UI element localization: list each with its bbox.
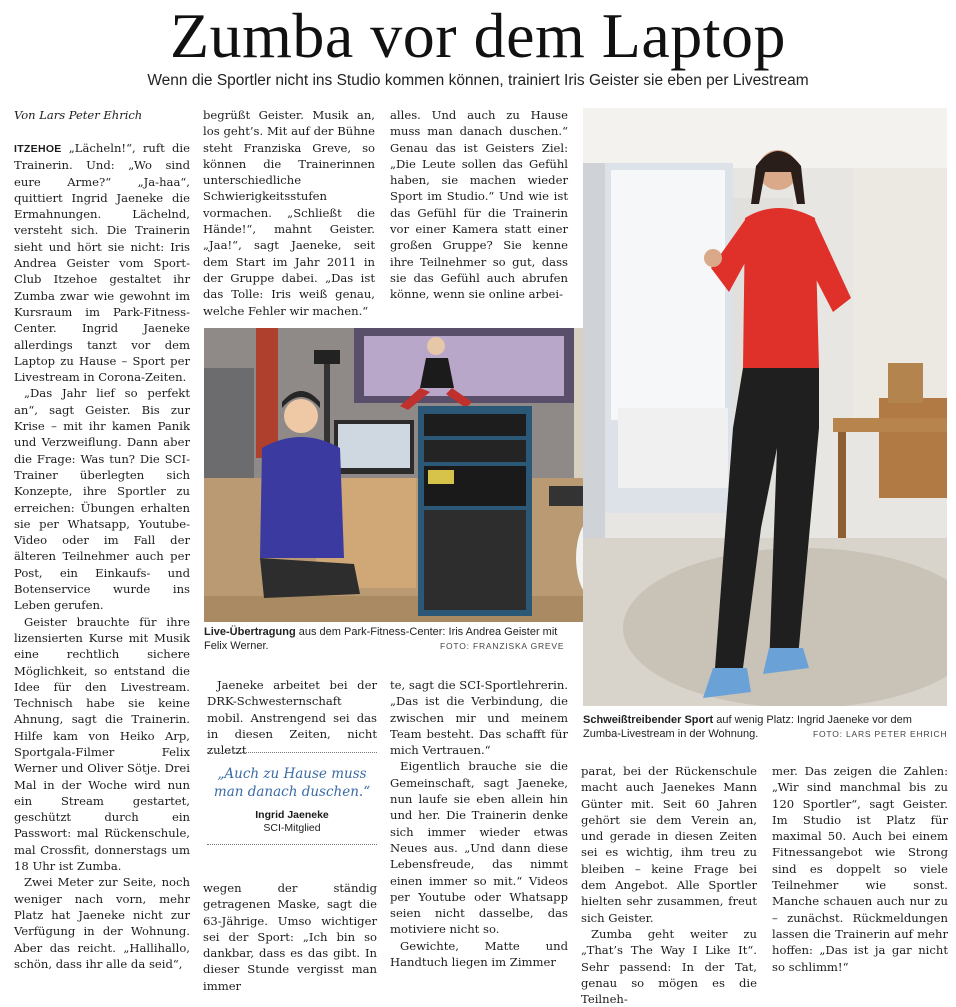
photo-home-zumba bbox=[583, 108, 947, 706]
photo-caption-home: Schweißtreibender Sport auf wenig Platz: Ingrid Jaeneke vor dem Zumba-Livestream in der Wohnung. bbox=[583, 714, 912, 740]
headline: Zumba vor dem Laptop bbox=[169, 0, 787, 71]
article-column-5-bottom bbox=[772, 763, 948, 975]
paragraph: begrüßt Geister. Musik an, los geht’s. Mit auf der Bühne steht Franziska Greve, so können die Trainerinnen unterschiedliche Schwierigkeitsstufen vormachen. „Schließt die Hände!“, mahnt Geister. „Jaa!“, sagt Jaeneke, seit dem Start im Jahr 2011 in der Gruppe dabei. „Das ist das Tolle: Iris weiß genau, welche Fehler wir machen.“ bbox=[203, 108, 375, 318]
divider bbox=[207, 752, 377, 753]
article-column-2-bottom-a bbox=[207, 677, 377, 758]
paragraph: Geister brauchte für ihre lizensierten Kurse mit Musik eine rechtlich sichere Möglichkeit, so entstand die Idee für den Livestream. Technisch habe sie keine Ahnung, sagt die Trainerin. Hilfe kam von Heiko Arp, Sportgala-Filmer Felix Werner und Oliver Sötje. Drei Mal in der Woche wird nun ein Stream gestartet, geschützt durch ein Passwort: mal Rückenschule, mal Crossfit, donnerstags um 18 Uhr ist Zumba. bbox=[14, 614, 190, 874]
paragraph: Zumba geht weiter zu „That’s The Way I Like It“. Sehr passend: In der Tat, genau so mögen es die Teilneh- bbox=[581, 926, 757, 1007]
pull-quote-role: SCI-Mitglied bbox=[263, 822, 321, 834]
paragraph: parat, bei der Rückenschule macht auch Jaenekes Mann Günter mit. Seit 60 Jahren gehört sie dem Verein an, und gerade in diesen Zeiten sei es wichtig, ihm treu zu bleiben – keine Frage bei dem Angebot. Alle Sportler hielten sehr zusammen, freut sich Geister. bbox=[581, 764, 757, 925]
photo-caption-studio: Live-Übertragung aus dem Park-Fitness-Center: Iris Andrea Geister mit Felix Werner. bbox=[204, 626, 558, 652]
paragraph: Gewichte, Matte und Handtuch liegen im Zimmer bbox=[390, 938, 568, 970]
paragraph: „Das Jahr lief so perfekt an“, sagt Geister. Bis zur Krise – mit ihr kamen Panik und Verzweiflung. Dann aber die Frage: Was tun? Die SCI-Trainer überlegten sich Konzepte, ihre Sportler zu erreichen: Übungen erhalten sie per Whatsapp, Youtube-Video oder im Fall der älteren Teilnehmer auch per Post, ein Einkaufs- und Botenservice wurde ins Leben gerufen. bbox=[14, 386, 190, 613]
photo-livestream-studio bbox=[204, 328, 624, 622]
article-column-4-bottom bbox=[581, 763, 757, 1007]
paragraph: ITZEHOE „Lächeln!“, ruft die Trainerin. Und: „Wo sind eure Arme?“ „Ja-haa“, quittiert Ingrid Jaeneke die Ermahnungen. Lächelnd, versteht sich. Die Trainerin sieht und hört sie nicht: Iris Andrea Geister vom Sport-Club Itzehoe gestaltet ihr Zumba zwar wie gewohnt im Kursraum im Park-Fitness-Center. Ingrid Jaeneke allerdings tanzt vor dem Laptop zu Hause – Sport per Livestream in Corona-Zeiten. bbox=[14, 141, 190, 385]
paragraph: Eigentlich brauche sie die Gemeinschaft, sagt Jaeneke, nun laufe sie eben allein hin und her. Die Trainerin denke sich immer wieder etwas Neues aus. „Und dann diese Lebensfreude, das nimmt einen immer so mit.“ Videos per Youtube oder Whatsapp seien nicht dasselbe, das motiviere nicht so. bbox=[390, 759, 568, 937]
paragraph: te, sagt die SCI-Sportlehrerin. „Das ist die Verbindung, die zwischen mir und meinem Team besteht. Das schafft für mich Vertrauen.“ bbox=[390, 678, 568, 758]
paragraph: Jaeneke arbeitet bei der DRK-Schwesternschaft mobil. Anstrengend sei das in diesen Zeiten, nicht zuletzt bbox=[207, 678, 377, 758]
paragraph: alles. Und auch zu Hause muss man danach duschen.“ Genau das ist Geisters Ziel: „Die Leute sollen das Gefühl haben, sie machen wieder Sport im Studio.“ Und wie ist das Gefühl für die Trainerin vor einer Kamera statt einer großen Gruppe? Sie kenne ihre Teilnehmer so gut, dass sie das Gefühl auch abrufen könne, wenn sie online arbei- bbox=[390, 108, 568, 302]
article-column-2-bottom-b bbox=[203, 880, 377, 994]
dateline: ITZEHOE bbox=[14, 143, 62, 155]
byline: Von Lars Peter Ehrich bbox=[14, 108, 143, 122]
paragraph: Zwei Meter zur Seite, noch weniger nach vorn, mehr Platz hat Jaeneke nicht zur Verfügung in der Wohnung. Aber das reicht. „Hallihallo, schön, dass ihr alle da seid“, bbox=[14, 875, 190, 971]
article-column-2-top bbox=[203, 107, 375, 319]
paragraph: mer. Das zeigen die Zahlen: „Wir sind manchmal bis zu 120 Sportler“, sagt Geister. Im Studio ist Platz für maximal 50. Auch bei einem Fitnessangebot wie Strong sind es doppelt so viele Teilnehmer wie sonst. Manche schauen auch nur zu – zunächst. Rückmeldungen lassen die Trainerin auf mehr hoffen: „Das ist ja gar nicht so schlimm!“ bbox=[772, 764, 948, 974]
article-column-1 bbox=[14, 140, 190, 972]
article-column-3-bottom bbox=[390, 677, 568, 970]
pull-quote-text: „Auch zu Hause muss man danach duschen.“ bbox=[213, 766, 371, 800]
pull-quote bbox=[207, 752, 377, 845]
divider bbox=[207, 844, 377, 845]
subheadline: Wenn die Sportler nicht ins Studio kommen können, trainiert Iris Geister sie eben per Livestream bbox=[147, 72, 809, 89]
paragraph: wegen der ständig getragenen Maske, sagt die 63-Jährige. Umso wichtiger sei der Sport: „Ich bin so dankbar, dass es das gibt. In dieser Stunde vergisst man immer bbox=[203, 881, 377, 993]
photo-credit-studio: FOTO: FRANZISKA GREVE bbox=[440, 641, 565, 651]
article-column-3-top bbox=[390, 107, 568, 303]
photo-credit-home: FOTO: LARS PETER EHRICH bbox=[813, 729, 948, 739]
pull-quote-name: Ingrid Jaeneke bbox=[255, 809, 329, 821]
